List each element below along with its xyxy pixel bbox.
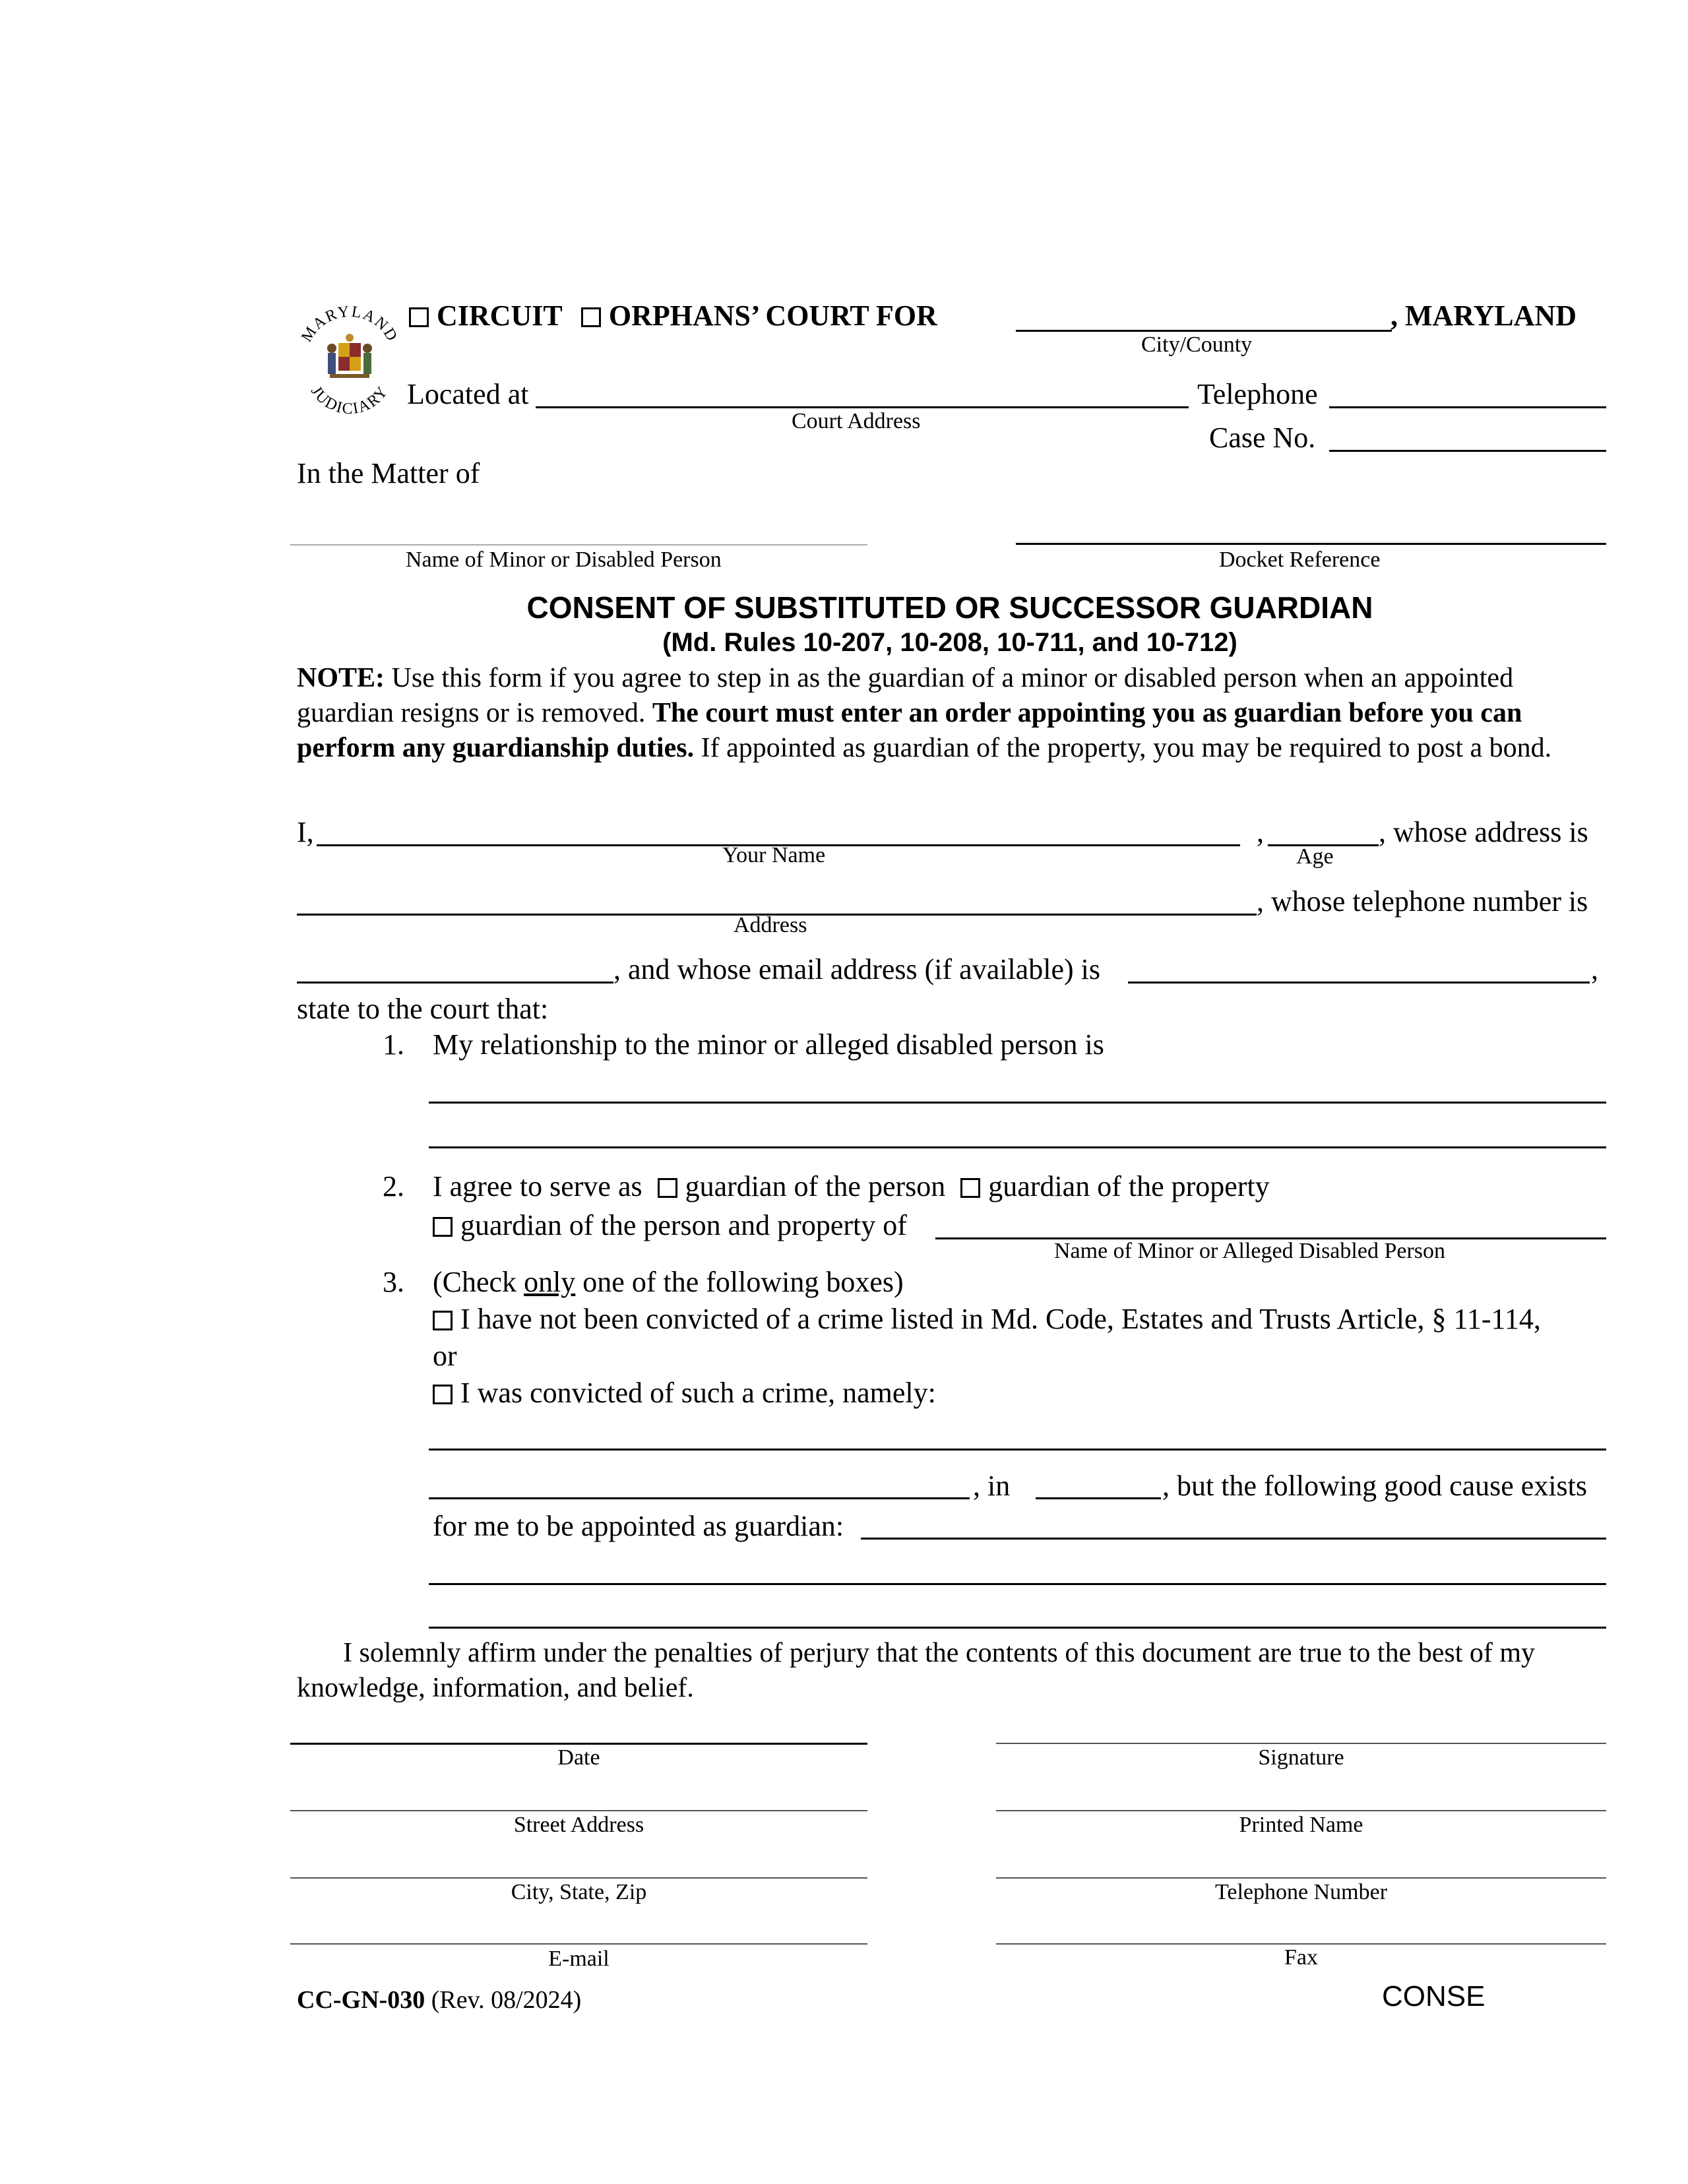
item-2-row-2 [433,1211,907,1240]
printed-name-field[interactable] [996,1810,1606,1811]
case-no-field[interactable] [1329,450,1606,452]
note-bold-text: The court must enter an order appointing you as guardian before you can perform any guardianship duties. [297,698,1522,763]
telephone-field[interactable] [297,982,613,983]
i-label: I, [297,816,314,848]
email-field[interactable] [1128,982,1590,983]
item-3-only: only [524,1266,576,1298]
maryland-label: , MARYLAND [1391,299,1577,332]
email-caption: E-mail [548,1947,610,1971]
form-title: CONSENT OF SUBSTITUTED OR SUCCESSOR GUARDIAN [526,590,1373,625]
date-field[interactable] [290,1743,867,1745]
guardian-person-property-label: guardian of the person and property of [460,1209,907,1241]
for-me-label: for me to be appointed as guardian: [433,1510,844,1542]
city-state-zip-caption: City, State, Zip [511,1880,647,1904]
form-number: CC-GN-030 [297,1986,425,2014]
in-label: , in [973,1470,1011,1502]
item-3-number: 3. [383,1266,404,1298]
convicted-label: I was convicted of such a crime, namely: [460,1377,936,1409]
orphans-court-checkbox[interactable] [581,307,601,327]
guardian-person-property-checkbox[interactable] [433,1217,453,1237]
circuit-label: CIRCUIT [437,299,562,332]
street-address-field[interactable] [290,1810,867,1811]
good-cause-label: , but the following good cause exists [1162,1470,1588,1502]
date-caption: Date [557,1745,600,1770]
guardian-property-label: guardian of the property [988,1170,1270,1202]
convicted-checkbox[interactable] [433,1385,453,1404]
email-field-sig[interactable] [290,1943,867,1945]
item-2-text: I agree to serve as [433,1170,642,1202]
your-name-caption: Your Name [722,843,826,867]
not-convicted-label: I have not been convicted of a crime listed in Md. Code, Estates and Trusts Article, § 11-114, [460,1303,1541,1335]
minor-name-field[interactable] [290,544,867,546]
whose-telephone-label: , whose telephone number is [1257,885,1588,918]
state-to-court-label: state to the court that: [297,993,549,1025]
crime-field-line-1[interactable] [429,1449,1606,1451]
item-3-instruction [433,1268,904,1297]
note-label: NOTE: [297,663,385,693]
form-number-row [297,1985,581,2014]
court-address-field[interactable] [536,406,1189,408]
svg-text:MARYLAND: MARYLAND [298,303,401,346]
court-address-caption: Court Address [792,409,921,433]
in-the-matter-of-label: In the Matter of [297,457,480,489]
fax-caption: Fax [1284,1945,1318,1970]
docket-reference-field[interactable] [1016,543,1606,545]
telephone-number-field[interactable] [996,1877,1606,1879]
good-cause-field-line-2[interactable] [429,1583,1606,1585]
or-label: or [433,1340,457,1372]
fax-field[interactable] [996,1943,1606,1945]
note-text-1: Use this form if you agree to step in as the guardian of a minor or disabled person when an appointed guardian resigns or is removed. [297,663,1514,728]
case-no-label: Case No. [1209,421,1316,454]
item-2-number: 2. [383,1170,404,1202]
not-convicted-checkbox[interactable] [433,1311,453,1330]
signature-caption: Signature [1258,1745,1344,1770]
telephone-label: Telephone [1197,378,1318,410]
orphans-court-label: ORPHANS’ COURT FOR [608,299,937,332]
name-age-comma: , [1257,816,1264,848]
not-convicted-row [433,1305,1541,1334]
circuit-checkbox[interactable] [409,307,429,327]
svg-text:JUDICIARY: JUDICIARY [307,383,392,418]
item-3-post: one of the following boxes) [575,1266,904,1298]
telephone-number-caption: Telephone Number [1214,1880,1388,1904]
whose-address-label: , whose address is [1379,816,1588,848]
affirmation-text: I solemnly affirm under the penalties of perjury that the contents of this document are true to the best of my knowledge, information, and belief. [297,1638,1536,1703]
court-telephone-field[interactable] [1329,406,1606,408]
court-type-row [409,301,937,330]
footer-right-text: CONSE [1382,1980,1485,2012]
good-cause-field-line-3[interactable] [429,1627,1606,1629]
email-trailing-comma: , [1591,953,1598,985]
item-3-pre: (Check [433,1266,524,1298]
whose-email-label: , and whose email address (if available) is [613,953,1100,985]
item-1-number: 1. [383,1028,404,1061]
printed-name-caption: Printed Name [1239,1813,1363,1837]
signature-field[interactable] [996,1743,1606,1744]
item-2-row [433,1172,1270,1201]
convicted-row [433,1379,936,1408]
crime-field-line-2[interactable] [429,1497,970,1499]
relationship-field-line-2[interactable] [429,1146,1606,1148]
street-address-caption: Street Address [513,1813,644,1837]
form-revision: (Rev. 08/2024) [431,1986,582,2014]
crime-year-field[interactable] [1036,1497,1161,1499]
address-caption: Address [734,913,807,937]
city-state-zip-field[interactable] [290,1877,867,1879]
guardian-person-checkbox[interactable] [658,1178,677,1198]
located-at-label: Located at [407,378,529,410]
minor-alleged-name-caption: Name of Minor or Alleged Disabled Person [1054,1239,1445,1263]
city-county-caption: City/County [1141,332,1253,357]
note-paragraph [297,661,1610,766]
guardian-person-label: guardian of the person [685,1170,946,1202]
city-county-field[interactable] [1016,330,1392,332]
form-rules: (Md. Rules 10-207, 10-208, 10-711, and 10-712) [662,628,1237,657]
item-1-text: My relationship to the minor or alleged disabled person is [433,1028,1104,1061]
good-cause-field-line-1[interactable] [861,1538,1606,1540]
maryland-judiciary-seal-icon [294,297,406,429]
note-text-2: If appointed as guardian of the property, you may be required to post a bond. [694,733,1552,763]
docket-reference-caption: Docket Reference [1219,547,1381,572]
minor-name-caption: Name of Minor or Disabled Person [406,547,722,572]
relationship-field-line-1[interactable] [429,1102,1606,1104]
age-caption: Age [1296,844,1334,869]
guardian-property-checkbox[interactable] [960,1178,980,1198]
